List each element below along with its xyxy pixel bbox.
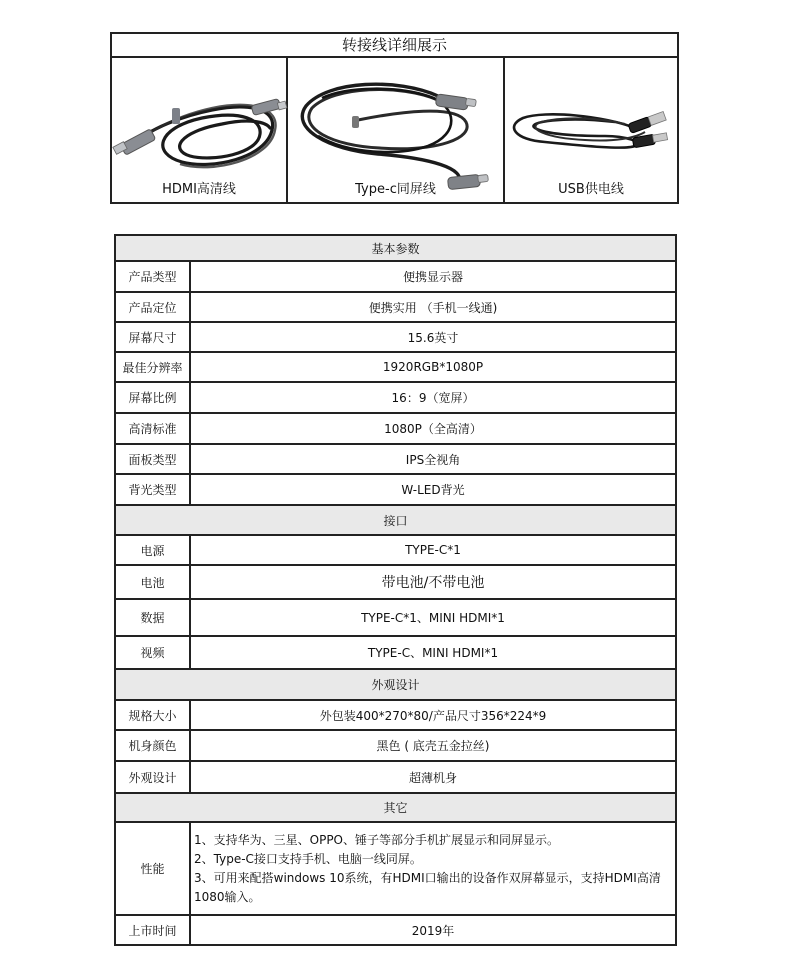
spec-row [115, 700, 676, 730]
spec-row [115, 413, 676, 444]
spec-value: 16：9（宽屏） [190, 382, 676, 413]
spec-label: 外观设计 [115, 761, 190, 793]
section-title-design: 外观设计 [115, 669, 676, 700]
spec-label: 视频 [115, 636, 190, 669]
spec-label: 上市时间 [115, 915, 190, 945]
cable-cell-usb [505, 58, 677, 202]
spec-value: 带电池/不带电池 [190, 565, 676, 599]
section-row-design [115, 669, 676, 700]
spec-label: 机身颜色 [115, 730, 190, 761]
spec-label: 数据 [115, 599, 190, 636]
spec-label: 高清标准 [115, 413, 190, 444]
cable-cell-hdmi [112, 58, 288, 202]
spec-value: 便携显示器 [190, 261, 676, 292]
spec-value: 2019年 [190, 915, 676, 945]
spec-label: 电池 [115, 565, 190, 599]
section-title-interface: 接口 [115, 505, 676, 535]
spec-label: 屏幕比例 [115, 382, 190, 413]
spec-value: TYPE-C*1、MINI HDMI*1 [190, 599, 676, 636]
performance-notes [190, 822, 676, 915]
section-title-other: 其它 [115, 793, 676, 822]
spec-row-performance [115, 822, 676, 915]
performance-line: 1、支持华为、三星、OPPO、锤子等部分手机扩展显示和同屏显示。 [194, 833, 560, 847]
spec-row [115, 474, 676, 505]
spec-label: 性能 [115, 822, 190, 915]
spec-value: 15.6英寸 [190, 322, 676, 352]
spec-row [115, 322, 676, 352]
spec-value: 便携实用 （手机一线通) [190, 292, 676, 322]
spec-label: 产品定位 [115, 292, 190, 322]
showcase-row [112, 58, 677, 202]
showcase-title: 转接线详细展示 [112, 34, 677, 58]
spec-value: 超薄机身 [190, 761, 676, 793]
spec-row [115, 535, 676, 565]
spec-row [115, 915, 676, 945]
spec-table [114, 234, 677, 946]
spec-value: TYPE-C、MINI HDMI*1 [190, 636, 676, 669]
spec-value: IPS全视角 [190, 444, 676, 474]
cable-caption-hdmi: HDMI高清线 [162, 182, 236, 197]
spec-label: 最佳分辨率 [115, 352, 190, 382]
spec-value: W-LED背光 [190, 474, 676, 505]
performance-line: 2、Type-C接口支持手机、电脑一线同屏。 [194, 852, 422, 866]
section-row-basic [115, 235, 676, 261]
spec-value: TYPE-C*1 [190, 535, 676, 565]
section-row-other [115, 793, 676, 822]
cable-cell-typec [288, 58, 505, 202]
spec-label: 背光类型 [115, 474, 190, 505]
spec-label: 产品类型 [115, 261, 190, 292]
cable-caption-typec: Type-c同屏线 [355, 182, 436, 197]
spec-row [115, 730, 676, 761]
spec-label: 电源 [115, 535, 190, 565]
spec-label: 规格大小 [115, 700, 190, 730]
spec-row [115, 599, 676, 636]
spec-row [115, 636, 676, 669]
spec-row [115, 382, 676, 413]
section-title-basic: 基本参数 [115, 235, 676, 261]
spec-row [115, 761, 676, 793]
cable-caption-usb: USB供电线 [558, 182, 624, 197]
spec-value: 外包装400*270*80/产品尺寸356*224*9 [190, 700, 676, 730]
spec-row [115, 444, 676, 474]
spec-row [115, 352, 676, 382]
performance-line: 3、可用来配搭windows 10系统，有HDMI口输出的设备作双屏幕显示，支持HDMI高清 [194, 871, 661, 885]
cable-showcase [110, 32, 679, 204]
spec-value: 1920RGB*1080P [190, 352, 676, 382]
spec-row [115, 261, 676, 292]
spec-value: 1080P（全高清） [190, 413, 676, 444]
spec-row [115, 565, 676, 599]
section-row-interface [115, 505, 676, 535]
spec-label: 面板类型 [115, 444, 190, 474]
spec-label: 屏幕尺寸 [115, 322, 190, 352]
performance-line: 1080输入。 [194, 890, 261, 904]
spec-value: 黑色 ( 底壳五金拉丝) [190, 730, 676, 761]
spec-row [115, 292, 676, 322]
